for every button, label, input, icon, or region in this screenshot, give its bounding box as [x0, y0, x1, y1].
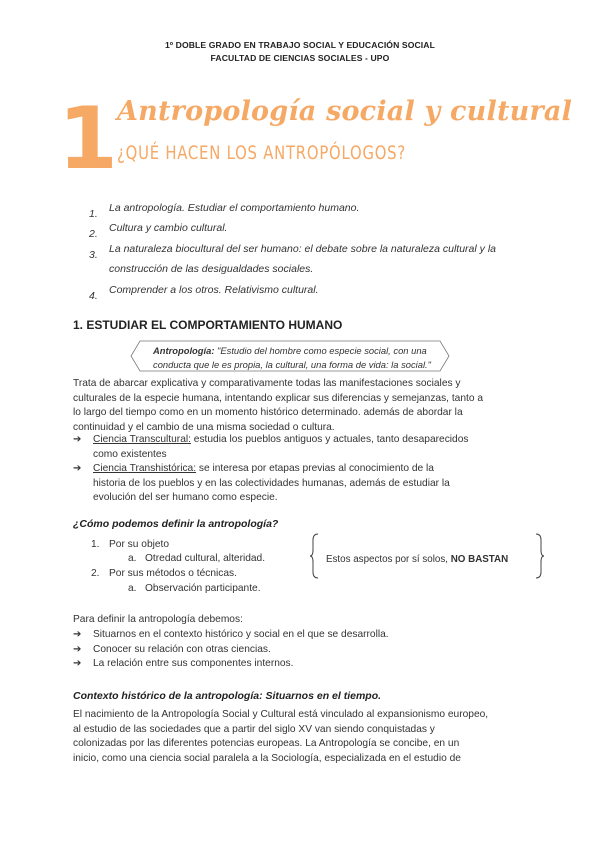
bullet-item [73, 462, 533, 506]
list-item-number: 1. [91, 539, 100, 550]
bullet-item [73, 657, 533, 672]
bullet-text: estudia los pueblos antiguos y actuales, tanto desaparecidos [190, 434, 469, 445]
arrow-icon: ➔ [73, 629, 82, 640]
sublist-item-text: Otredad cultural, alteridad. [145, 553, 266, 564]
header-line-1: 1º DOBLE GRADO EN TRABAJO SOCIAL Y EDUCACIÓN SOCIAL [165, 40, 435, 50]
header-line-2: FACULTAD DE CIENCIAS SOCIALES - UPO [210, 53, 390, 63]
section-paragraph [73, 708, 533, 766]
index-item-text: La naturaleza biocultural del ser humano: el debate sobre la naturaleza cultural y la [109, 243, 496, 255]
brace-note-text: Estos aspectos por sí solos, [326, 554, 451, 565]
arrow-icon: ➔ [73, 644, 82, 655]
bullet-text: evolución del ser humano como especie. [93, 492, 278, 504]
bullet-item [73, 643, 533, 658]
bullet-text: Conocer su relación con otras ciencias. [93, 644, 271, 655]
chapter-subtitle: ¿QUÉ HACEN LOS ANTROPÓLOGOS? [117, 142, 407, 164]
bullet-text: Situarnos en el contexto histórico y social en el que se desarrolla. [93, 629, 389, 640]
bullet-text: se interesa por etapas previas al conocimiento de la [196, 463, 434, 474]
paragraph-line: inicio, como una ciencia social paralela a la Sociología, especializada en el estudio de [73, 752, 461, 764]
chapter-title: Antropología social y cultural [117, 96, 573, 127]
bullet-item [73, 628, 533, 643]
list-item-text: Por su objeto [109, 539, 170, 550]
paragraph-line: al estudio de las sociedades que a partir del siglo XV van siendo conquistadas y [73, 723, 435, 735]
paragraph-line: continuidad y el cambio de una misma sociedad o cultura. [73, 421, 335, 433]
quote-line: conducta que le es propia, la cultural, una forma de vida: la social." [153, 359, 431, 370]
index-item [89, 222, 228, 241]
sublist-item-number: a. [128, 583, 137, 594]
paragraph-line: Trata de abarcar explicativa y comparativamente todas las manifestaciones sociales y [73, 378, 461, 389]
section-heading: 1. ESTUDIAR EL COMPORTAMIENTO HUMANO [73, 318, 343, 332]
subsection-heading: Contexto histórico de la antropología: Situarnos en el tiempo. [73, 690, 382, 702]
arrow-icon: ➔ [73, 434, 82, 445]
bullet-text: La relación entre sus componentes internos. [93, 658, 294, 669]
quote-line: "Estudio del hombre como especie social, con una [214, 345, 427, 356]
index-item-text: Cultura y cambio cultural. [109, 222, 228, 234]
arrow-icon: ➔ [73, 658, 82, 669]
sublist-item-number: a. [128, 553, 137, 564]
index-item [89, 284, 319, 303]
index-item-number: 1. [89, 208, 98, 220]
paragraph-line: colonizadas por las diferentes potencias europeas. La Antropología se concibe, en un [73, 738, 460, 750]
list-item-number: 2. [91, 568, 100, 579]
bullet-term: Ciencia Transcultural: [93, 434, 191, 445]
chapter-number: 1 [58, 89, 118, 189]
index-item-text: Comprender a los otros. Relativismo cultural. [109, 284, 319, 296]
quote-label: Antropología: [153, 345, 215, 356]
bullet-text: como existentes [93, 448, 167, 460]
paragraph-line: El nacimiento de la Antropología Social y Cultural está vinculado al expansionismo europeo, [73, 709, 489, 720]
quote-text [153, 344, 453, 372]
brace-note [326, 554, 508, 565]
index-item-number: 4. [89, 290, 98, 302]
index-item-text: La antropología. Estudiar el comportamiento humano. [109, 202, 360, 214]
bullet-item [73, 433, 533, 462]
subsection-heading: ¿Cómo podemos definir la antropología? [73, 518, 279, 530]
section-paragraph [73, 377, 533, 435]
index-item-number: 3. [89, 249, 98, 261]
arrow-icon: ➔ [73, 463, 82, 474]
paragraph-line: lo largo del tiempo como en un momento histórico determinado. además de abordar la [73, 407, 463, 419]
list-item-text: Por sus métodos o técnicas. [109, 568, 237, 579]
index-item-number: 2. [89, 228, 98, 240]
index-item [89, 243, 496, 262]
bullet-term: Ciencia Transhistórica: [93, 463, 197, 474]
brace-note-emphasis: NO BASTAN [450, 554, 509, 565]
paragraph-line: culturales de la especie humana, intentando explicar sus diferencias y semejanzas, tanto a [73, 392, 484, 404]
index-item-text: construcción de las desigualdades sociales. [109, 263, 314, 275]
index-item [89, 202, 360, 221]
define-intro: Para definir la antropología debemos: [73, 614, 243, 625]
bullet-text: historia de los pueblos y en las colectividades humanas, además de estudiar la [93, 477, 450, 489]
sublist-item-text: Observación participante. [145, 583, 261, 594]
